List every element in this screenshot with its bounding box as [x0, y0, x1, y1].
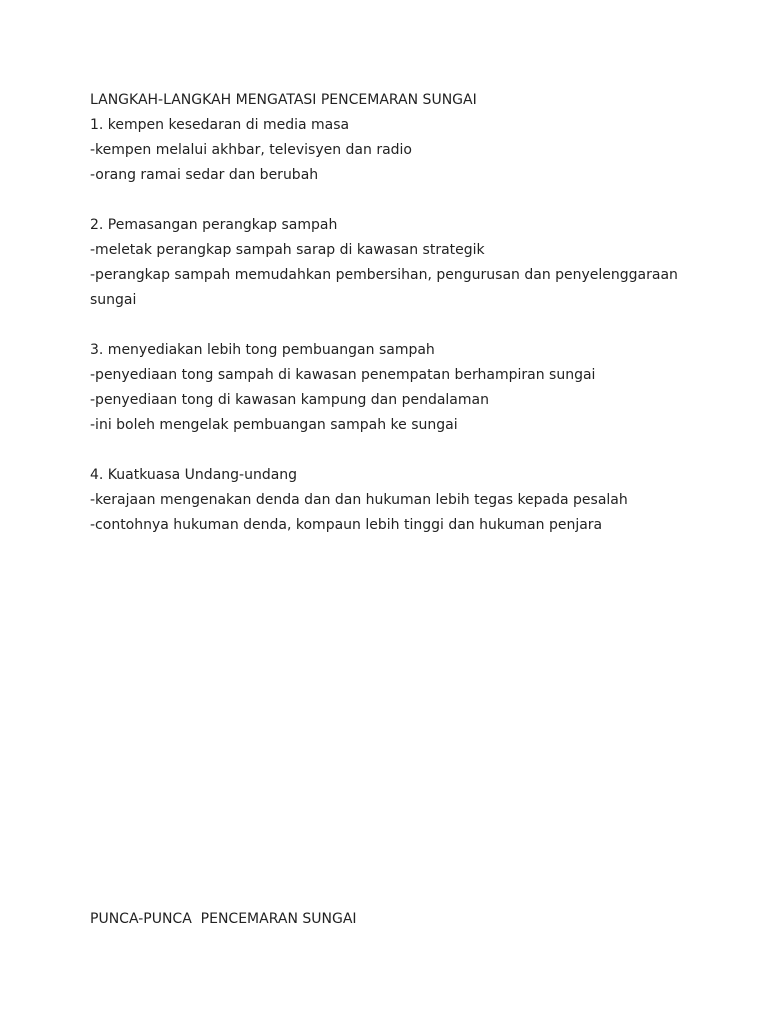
second-document-title: PUNCA-PUNCA PENCEMARAN SUNGAI	[90, 911, 357, 927]
section-point: -meletak perangkap sampah sarap di kawasan strategik	[90, 242, 485, 258]
paragraph-gap	[90, 313, 690, 338]
section-point: -contohnya hukuman denda, kompaun lebih tinggi dan hukuman penjara	[90, 517, 603, 533]
section-1	[90, 113, 690, 188]
document-body	[90, 88, 690, 538]
section-heading: 3. menyediakan lebih tong pembuangan sampah	[90, 342, 435, 358]
section-2	[90, 213, 690, 313]
section-3	[90, 338, 690, 438]
section-heading: 1. kempen kesedaran di media masa	[90, 117, 350, 133]
section-point: -ini boleh mengelak pembuangan sampah ke sungai	[90, 417, 458, 433]
section-point: -orang ramai sedar dan berubah	[90, 167, 319, 183]
section-4	[90, 463, 690, 538]
document-title: LANGKAH-LANGKAH MENGATASI PENCEMARAN SUNGAI	[90, 92, 477, 108]
paragraph-gap	[90, 438, 690, 463]
section-point: -kempen melalui akhbar, televisyen dan radio	[90, 142, 412, 158]
section-heading: 4. Kuatkuasa Undang-undang	[90, 467, 298, 483]
section-point: -penyediaan tong sampah di kawasan penempatan berhampiran sungai	[90, 367, 596, 383]
paragraph-gap	[90, 188, 690, 213]
section-point: -kerajaan mengenakan denda dan dan hukuman lebih tegas kepada pesalah	[90, 492, 628, 508]
section-point: -perangkap sampah memudahkan pembersihan, pengurusan dan penyelenggaraan sungai	[90, 267, 678, 308]
section-heading: 2. Pemasangan perangkap sampah	[90, 217, 338, 233]
section-point: -penyediaan tong di kawasan kampung dan pendalaman	[90, 392, 489, 408]
